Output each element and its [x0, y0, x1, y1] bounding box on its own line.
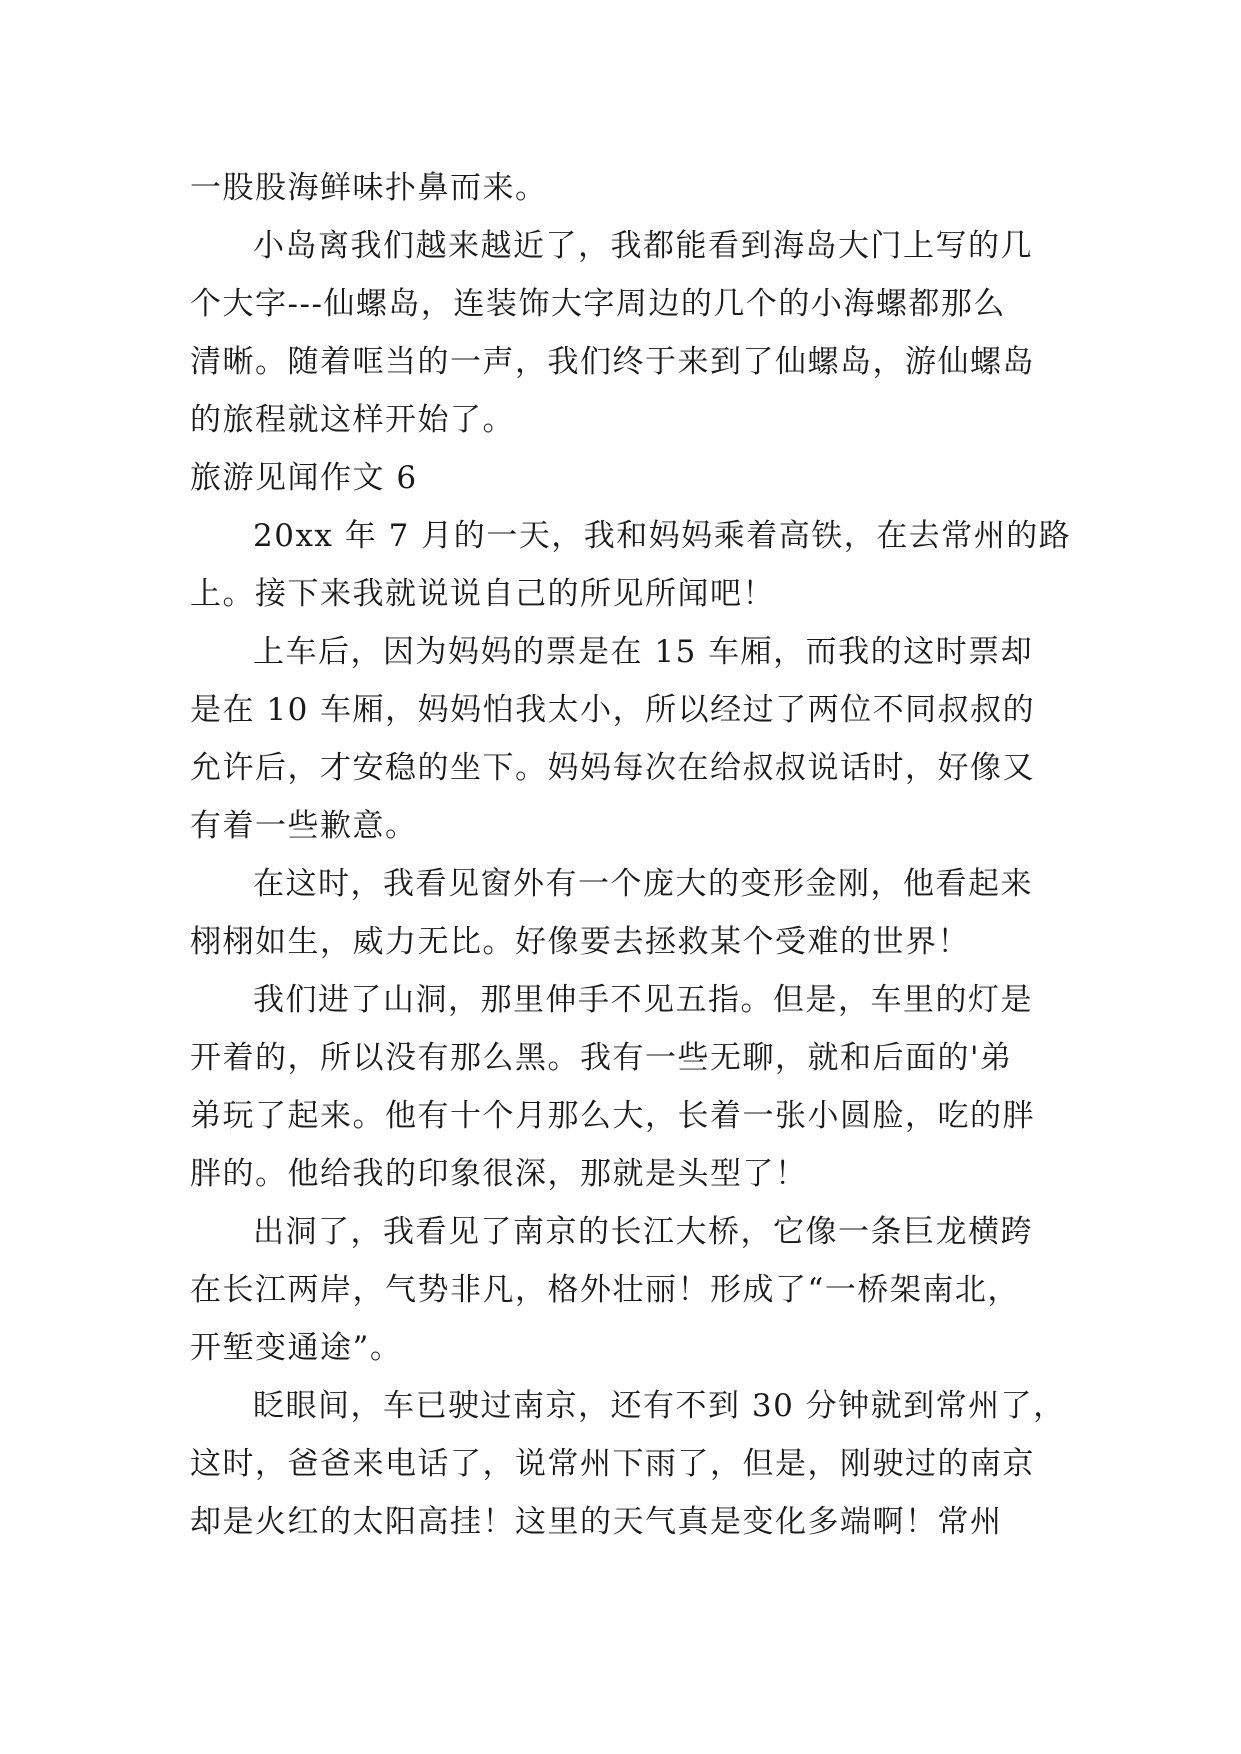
text-line: 弟玩了起来。他有十个月那么大，长着一张小圆脸，吃的胖 [190, 1098, 1035, 1134]
paragraph-start: 上车后，因为妈妈的票是在 15 车厢，而我的这时票却 [253, 634, 1034, 670]
paragraph-start: 我们进了山洞，那里伸手不见五指。但是，车里的灯是 [253, 982, 1033, 1018]
text-line: 的旅程就这样开始了。 [190, 402, 515, 438]
text-line: 一股股海鲜味扑鼻而来。 [190, 170, 548, 206]
paragraph-start: 小岛离我们越来越近了，我都能看到海岛大门上写的几 [253, 228, 1033, 264]
text-line: 胖的。他给我的印象很深，那就是头型了！ [190, 1156, 808, 1192]
text-line: 这时，爸爸来电话了，说常州下雨了，但是，刚驶过的南京 [190, 1446, 1035, 1482]
text-line: 开着的，所以没有那么黑。我有一些无聊，就和后面的'弟 [190, 1040, 1013, 1076]
text-line: 是在 10 车厢，妈妈怕我太小，所以经过了两位不同叔叔的 [190, 692, 1036, 728]
paragraph-start: 20xx 年 7 月的一天，我和妈妈乘着高铁，在去常州的路 [253, 518, 1072, 554]
paragraph-start: 出洞了，我看见了南京的长江大桥，它像一条巨龙横跨 [253, 1214, 1033, 1250]
text-line: 上。接下来我就说说自己的所见所闻吧！ [190, 576, 775, 612]
text-line: 在长江两岸，气势非凡，格外壮丽！形成了“一桥架南北， [190, 1272, 1020, 1308]
text-line: 个大字---仙螺岛，连装饰大字周边的几个的小海螺都那么 [190, 286, 1006, 322]
paragraph-start: 在这时，我看见窗外有一个庞大的变形金刚，他看起来 [253, 866, 1033, 902]
text-line: 开堑变通途”。 [190, 1330, 403, 1366]
paragraph-start: 眨眼间，车已驶过南京，还有不到 30 分钟就到常州了， [253, 1388, 1066, 1424]
text-line: 允许后，才安稳的坐下。妈妈每次在给叔叔说话时，好像又 [190, 750, 1035, 786]
text-line: 却是火红的太阳高挂！这里的天气真是变化多端啊！常州 [190, 1504, 1003, 1540]
text-line: 有着一些歉意。 [190, 808, 418, 844]
text-line: 栩栩如生，威力无比。好像要去拯救某个受难的世界！ [190, 924, 970, 960]
text-line: 清晰。随着哐当的一声，我们终于来到了仙螺岛，游仙螺岛 [190, 344, 1035, 380]
section-heading: 旅游见闻作文 6 [190, 460, 418, 496]
